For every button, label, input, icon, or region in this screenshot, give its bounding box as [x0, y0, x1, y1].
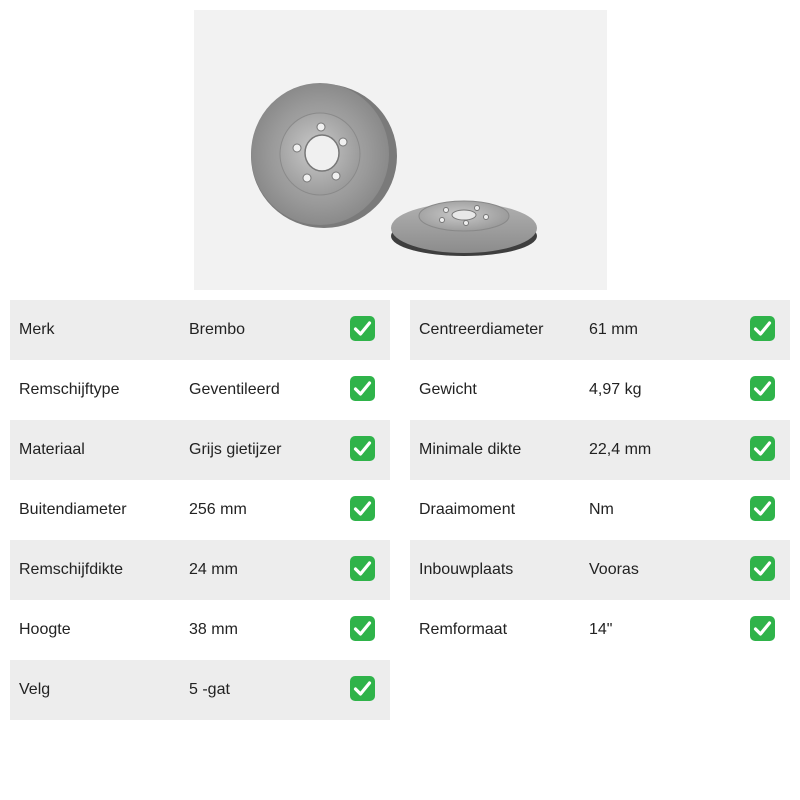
spec-row: [10, 420, 390, 480]
spec-value: Geventileerd: [189, 381, 280, 398]
spec-value: Brembo: [189, 321, 246, 338]
check-mark-icon: [350, 676, 375, 701]
check-mark-icon: [750, 556, 775, 581]
spec-row: [410, 300, 790, 360]
spec-value: 14": [589, 621, 613, 638]
spec-row: [10, 540, 390, 600]
check-mark-icon: [350, 496, 375, 521]
spec-label: Velg: [19, 681, 51, 698]
spec-row: [10, 660, 390, 720]
spec-row: [410, 420, 790, 480]
spec-value: Nm: [589, 501, 614, 518]
spec-label: Centreerdiameter: [419, 321, 544, 338]
spec-value: 4,97 kg: [589, 381, 642, 398]
check-mark-icon: [750, 316, 775, 341]
check-mark-icon: [750, 376, 775, 401]
brake-disc-illustration: [194, 10, 607, 290]
check-mark-icon: [750, 496, 775, 521]
spec-label: Remformaat: [419, 621, 508, 638]
spec-row: [410, 480, 790, 540]
check-mark-icon: [350, 436, 375, 461]
product-image: [194, 10, 607, 290]
check-mark-icon: [350, 556, 375, 581]
spec-value: Grijs gietijzer: [189, 441, 282, 458]
check-mark-icon: [750, 616, 775, 641]
spec-label: Hoogte: [19, 621, 71, 638]
spec-label: Gewicht: [419, 381, 477, 398]
spec-row: [10, 360, 390, 420]
spec-row: [10, 480, 390, 540]
spec-row: [410, 600, 790, 660]
spec-label: Merk: [19, 321, 55, 338]
spec-table-left: [10, 300, 390, 720]
check-mark-icon: [750, 436, 775, 461]
spec-value: 61 mm: [589, 321, 638, 338]
check-mark-icon: [350, 616, 375, 641]
spec-value: 24 mm: [189, 561, 238, 578]
spec-table-right: [410, 300, 790, 660]
check-mark-icon: [350, 316, 375, 341]
spec-value: Vooras: [589, 561, 639, 578]
spec-label: Minimale dikte: [419, 441, 522, 458]
spec-label: Inbouwplaats: [419, 561, 514, 578]
spec-value: 22,4 mm: [589, 441, 652, 458]
spec-row: [10, 600, 390, 660]
spec-label: Buitendiameter: [19, 501, 127, 518]
spec-label: Draaimoment: [419, 501, 516, 518]
spec-label: Materiaal: [19, 441, 85, 458]
spec-label: Remschijftype: [19, 381, 120, 398]
check-mark-icon: [350, 376, 375, 401]
spec-row: [410, 360, 790, 420]
spec-row: [410, 540, 790, 600]
spec-label: Remschijfdikte: [19, 561, 124, 578]
spec-value: 5 -gat: [189, 681, 230, 698]
spec-value: 38 mm: [189, 621, 238, 638]
spec-value: 256 mm: [189, 501, 247, 518]
spec-row: [10, 300, 390, 360]
